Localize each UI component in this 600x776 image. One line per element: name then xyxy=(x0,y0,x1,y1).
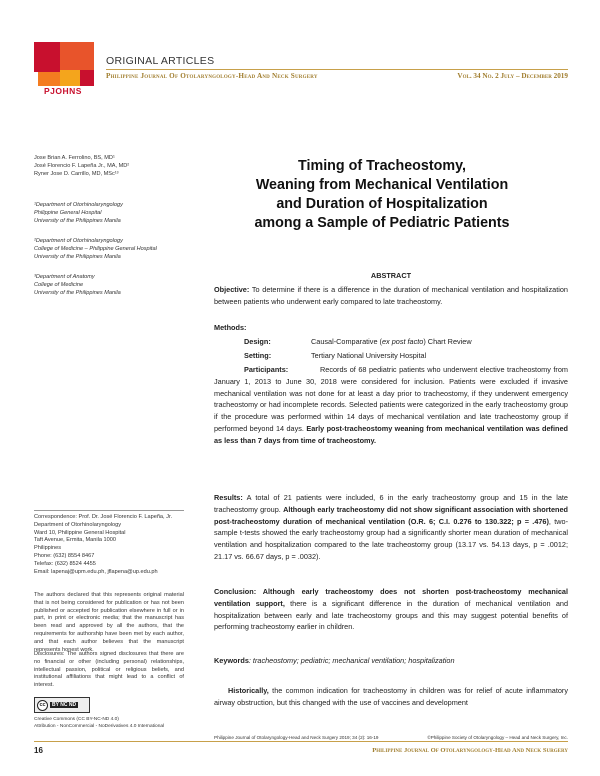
affiliation-1 xyxy=(34,202,184,225)
correspondence-line: Department of Otorhinolaryngology xyxy=(34,521,122,528)
results-paragraph xyxy=(214,492,568,563)
article-title xyxy=(214,157,550,233)
correspondence-line: Philippines xyxy=(34,545,62,552)
body-paragraph xyxy=(214,685,568,709)
journal-name: Philippine Journal Of Otolaryngology-Head And Neck Surgery xyxy=(106,72,318,80)
design-text: Causal-Comparative ( xyxy=(311,337,382,346)
abstract-heading: ABSTRACT xyxy=(370,271,412,280)
license-text xyxy=(34,717,184,730)
affiliation-line: College of Medicine xyxy=(34,281,84,288)
affiliation-line: University of the Philippines Manila xyxy=(34,289,121,296)
correspondence-line: Phone: (632) 8554 8467 xyxy=(34,552,95,559)
correspondence-line: Taft Avenue, Ermita, Manila 1000 xyxy=(34,537,116,544)
page-number: 16 xyxy=(34,746,43,755)
header-rule xyxy=(106,69,568,70)
author: Ryner Jose D. Carrillo, MD, MSc¹³ xyxy=(34,170,119,177)
design-label: Design: xyxy=(244,337,271,346)
footer-rule xyxy=(34,741,568,742)
title-line: and Duration of Hospitalization xyxy=(276,196,488,212)
footer-citation: Philippine Journal of Otolaryngology-Head and Neck Surgery 2019; 34 (2): 16-19 xyxy=(214,735,379,740)
cc-icon: cc xyxy=(37,700,48,711)
footer-journal-name: Philippine Journal Of Otolaryngology-Head And Neck Surgery xyxy=(372,747,568,754)
results-label: Results: xyxy=(214,493,243,502)
license-line: Attribution - NonCommercial - NoDerivatives 4.0 International xyxy=(34,723,165,729)
journal-logo xyxy=(34,42,96,98)
title-line: Weaning from Mechanical Ventilation xyxy=(255,177,509,193)
conclusion-bold: : Although early tracheostomy does not shorten post-tracheostomy mechanical ventilation support, xyxy=(214,587,568,608)
license-line: Creative Commons (CC BY-NC-ND 4.0) xyxy=(34,717,119,722)
design-value xyxy=(311,336,472,348)
title-line: Timing of Tracheostomy, xyxy=(298,158,466,174)
affiliation-line: Philippine General Hospital xyxy=(34,209,102,216)
conclusion-paragraph xyxy=(214,586,568,633)
keywords-text: : tracheostomy; pediatric; mechanical ventilation; hospitalization xyxy=(248,656,455,665)
conclusion-text: there is a significant difference in the duration of mechanical ventilation and hospitalization between early and late tracheostomy groups and this may suggest potential benefits of performing tracheostomy earlier in children. xyxy=(214,598,568,632)
participants-label: Participants: xyxy=(244,365,289,374)
objective-label: Objective: xyxy=(214,285,250,294)
affiliation-line: ²Department of Otorhinolaryngology xyxy=(34,238,123,244)
affiliation-3 xyxy=(34,274,184,297)
setting-value: Tertiary National University Hospital xyxy=(311,351,427,360)
correspondence-line: Telefax: (632) 8524 4455 xyxy=(34,560,96,567)
affiliation-line: ¹Department of Otorhinolaryngology xyxy=(34,202,123,208)
historically-lead: Historically, xyxy=(228,686,269,695)
correspondence-email[interactable]: Email: lapenaj@upm.edu.ph, jflapena@up.edu.ph xyxy=(34,568,158,575)
historically-text: the common indication for tracheostomy in children was for relief of acute inflammatory airway obstruction, but this changed with the use of vaccines and development xyxy=(214,686,568,707)
keywords-paragraph xyxy=(214,655,568,667)
affiliation-line: College of Medicine – Philippine General Hospital xyxy=(34,245,157,252)
author-list xyxy=(34,155,184,178)
author: José Florencio F. Lapeña Jr., MA, MD² xyxy=(34,162,130,169)
methods-heading: Methods: xyxy=(214,323,247,332)
issue-info: Vol. 34 No. 2 July – December 2019 xyxy=(457,72,568,80)
title-line: among a Sample of Pediatric Patients xyxy=(254,215,510,231)
by-nc-nd-label: BY NC ND xyxy=(52,702,77,708)
results-text-1: A total of 21 patients were included, 6 in the early tracheostomy group and 15 in the late tracheostomy group. xyxy=(214,493,568,514)
results-bold: Although early tracheostomy did not show significant association with shortened post-tracheostomy duration of mechanical ventilation (O.R. 6; C.I. 0.276 to 130.322; p = .476) xyxy=(214,504,569,526)
correspondence-line: Ward 10, Philippine General Hospital xyxy=(34,529,126,536)
author: Jose Brian A. Ferrolino, BS, MD¹ xyxy=(34,155,115,161)
participants-paragraph xyxy=(214,364,568,447)
conclusion-label: Conclusion xyxy=(214,587,254,596)
sidebar-divider xyxy=(34,510,184,511)
logo-text: PJOHNS xyxy=(44,86,82,96)
footer-society: ©Philippine Society of Otolaryngology – Head and Neck Surgery, Inc. xyxy=(427,735,568,740)
participants-text: Records of 68 pediatric patients who underwent elective tracheostomy from January 1, 2013 to June 30, 2018 were considered for inclusion. Patients were excluded if invasive mechanical ventilation was not done for at least a day prior to tracheostomy, if they underwent emergency tracheostomy or had incomplete records. Selected patients were categorized in the early tracheostomy group if the procedure was performed within 14 days of mechanical ventilation and late tracheostomy group if performed beyond 14 days. xyxy=(214,365,568,433)
objective-paragraph xyxy=(214,284,568,308)
results-text-2: , two-sample t-tests showed the early tracheostomy group had a significantly shorter mean duration of mechanical ventilation and hospitalization compared to the late tracheostomy group (13.17 vs. 54.13 days, p = .0012; 21.17 vs. 66.67 days, p = .0032). xyxy=(214,516,568,561)
correspondence-line: Correspondence: Prof. Dr. José Florencio F. Lapeña, Jr. xyxy=(34,514,173,520)
disclaimer: The authors declared that this represents original material that is not being considered for publication or has not been published or accepted for publication elsewhere in full or in part, in print or electronic media; that the manuscript has been read and approved by all the authors, that the requirements for authorship have been met by each author, and that each author believes that the manuscript represents honest work. xyxy=(34,592,184,653)
keywords-label: Keywords xyxy=(214,656,249,665)
disclosures: Disclosures: The authors signed disclosures that there are no financial or other (including personal) relationships, intellectual passion, political or religious beliefs, and institutional affiliations that might lead to a conflict of interest. xyxy=(34,651,184,689)
affiliation-line: University of the Philippines Manila xyxy=(34,253,121,260)
participants-bold: Early post-tracheostomy weaning from mechanical ventilation was defined as less than 7 days from time of tracheostomy. xyxy=(214,423,568,445)
affiliation-line: University of the Philippines Manila xyxy=(34,217,121,224)
affiliation-2 xyxy=(34,238,184,261)
affiliation-line: ³Department of Anatomy xyxy=(34,274,95,280)
correspondence xyxy=(34,514,184,576)
objective-text: To determine if there is a difference in the duration of mechanical ventilation and hospitalization between patients who underwent early compared to late tracheostomy. xyxy=(214,285,568,306)
cc-license-badge[interactable] xyxy=(34,697,90,713)
design-italic: ex post facto xyxy=(381,337,424,346)
design-tail: ) Chart Review xyxy=(423,337,472,346)
section-label: ORIGINAL ARTICLES xyxy=(106,55,215,67)
setting-label: Setting: xyxy=(244,351,272,360)
